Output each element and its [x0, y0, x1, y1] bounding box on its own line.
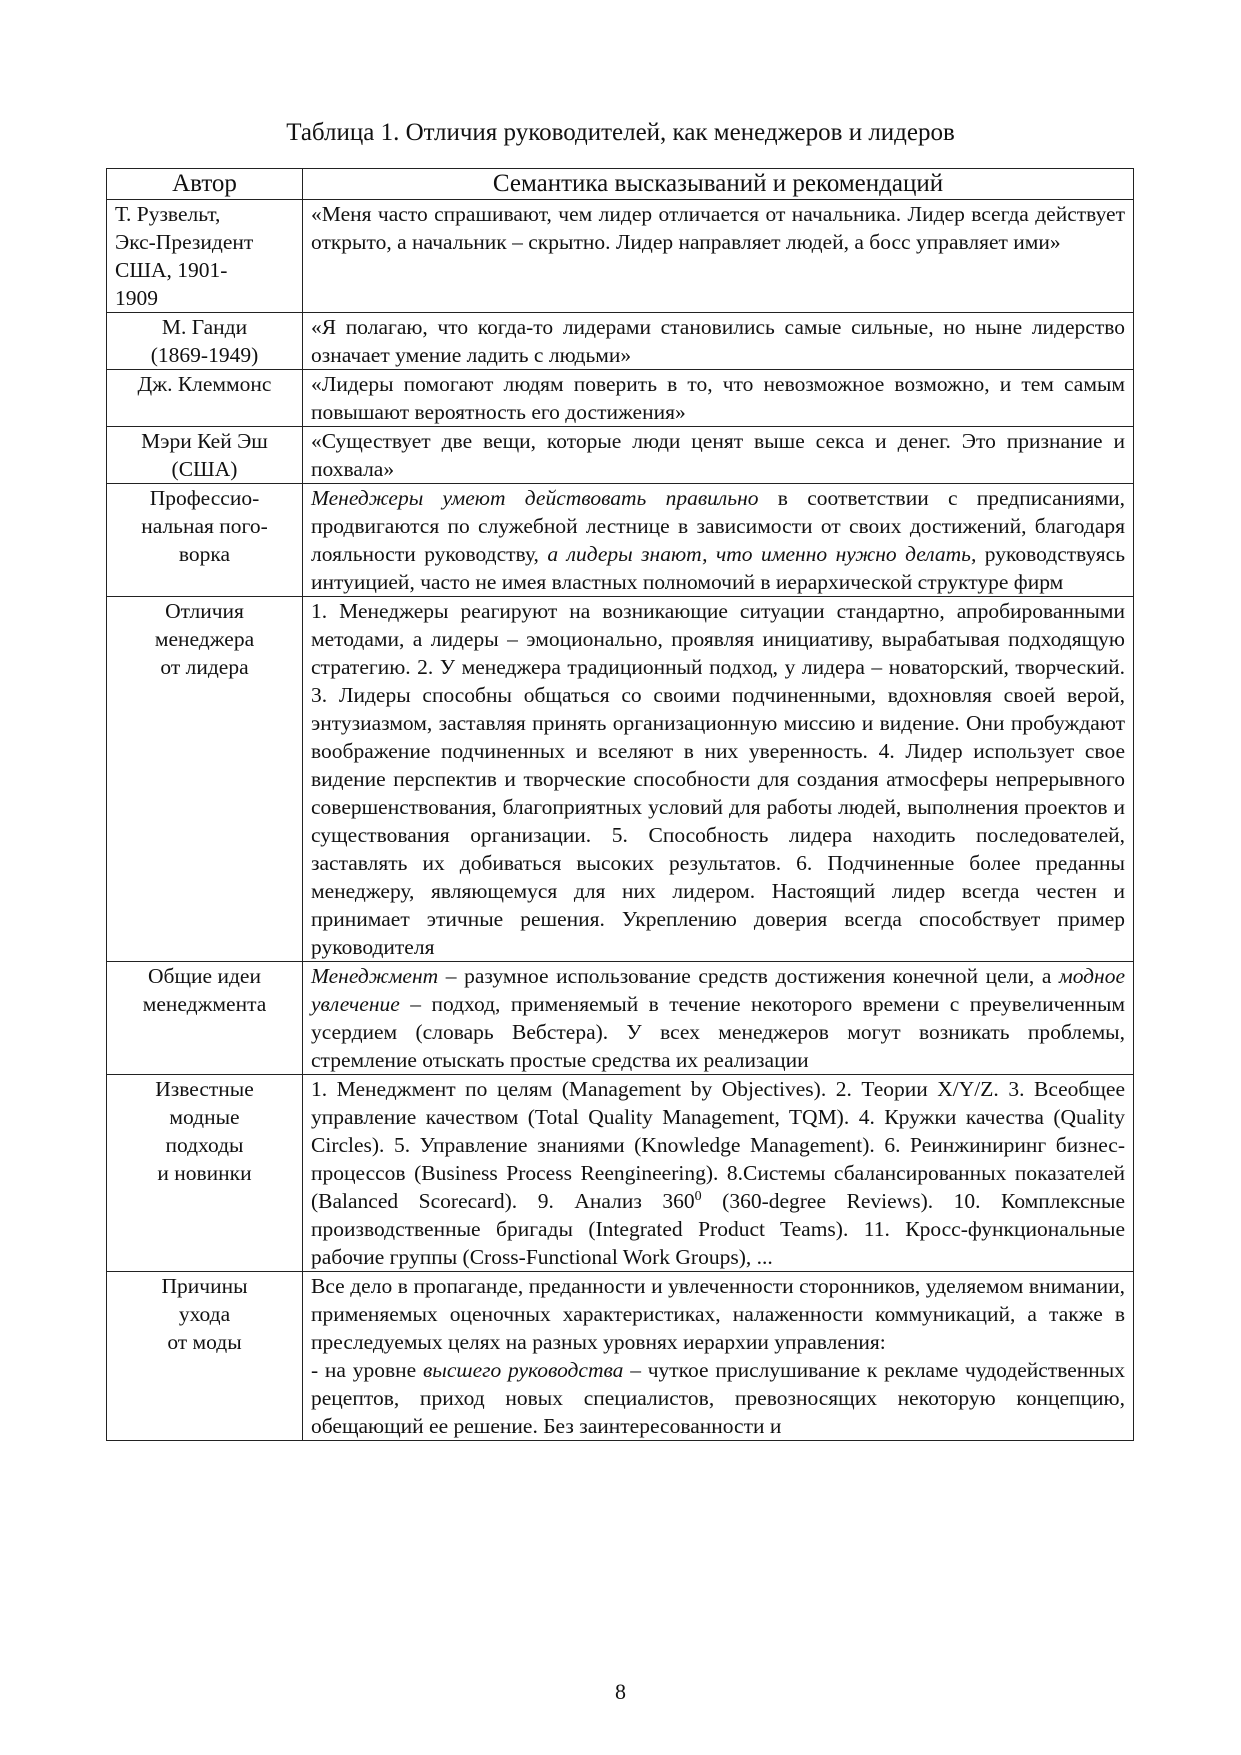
table-row [107, 484, 1134, 597]
page-number: 8 [615, 1679, 626, 1704]
text-run: (360-degree Reviews). 10. Комплексные производственные бригады (Integrated Product Teams). 11. Кросс-функциональные рабочие группы (Cross-Functional Work Groups), ... [311, 1189, 1125, 1269]
semantics-cell: «Меня часто спрашивают, чем лидер отличается от начальника. Лидер всегда действует открыто, а начальник – скрытно. Лидер направляет людей, а босс управляет ими» [303, 200, 1134, 313]
italic-text: Менеджеры умеют действовать правильно [311, 486, 759, 510]
author-line: Т. Рузвельт, [115, 202, 221, 226]
author-cell [107, 427, 303, 484]
author-line: ворка [178, 542, 231, 566]
author-line: Профессио- [149, 486, 260, 510]
semantics-cell [303, 962, 1134, 1075]
table-row [107, 427, 1134, 484]
author-cell [107, 1272, 303, 1441]
text-run: в соответствии с предписаниями, продвигаются по служебной лестнице в зависимости от своих достижений, благодаря лояльности руководству, [311, 486, 1125, 566]
semantics-cell [303, 484, 1134, 597]
author-cell [107, 313, 303, 370]
author-line: 1909 [115, 286, 158, 310]
author-line: и новинки [157, 1161, 252, 1185]
author-cell [107, 200, 303, 313]
author-line: Отличия [165, 599, 244, 623]
author-line: менеджмента [142, 992, 267, 1016]
author-line: (США) [171, 457, 238, 481]
author-line: модные [169, 1105, 240, 1129]
superscript-text: 0 [694, 1188, 702, 1204]
header-semantics: Семантика высказываний и рекомендаций [303, 169, 1134, 200]
author-line: Мэри Кей Эш [141, 429, 268, 453]
text-run: – подход, применяемый в течение некоторого времени с преувеличенным усердием (словарь Вебстера). У всех менеджеров могут возникать проблемы, стремление отыскать простые средства их реализации [311, 992, 1125, 1072]
author-line: ухода [178, 1302, 231, 1326]
italic-text: а лидеры знают, что именно нужно делать, [547, 542, 977, 566]
text-run: - на уровне [311, 1358, 423, 1382]
author-cell [107, 962, 303, 1075]
text-run: руководствуясь интуицией, часто не имея властных полномочий в иерархической структуре фирм [311, 542, 1126, 594]
table-row [107, 370, 1134, 427]
text-run: 1. Менеджмент по целям (Management by Objectives). 2. Теории X/Y/Z. 3. Всеобщее управление качеством (Total Quality Management, TQM). 4. Кружки качества (Quality Circles). 5. Управление знаниями (Knowledge Management). 6. Реинжиниринг бизнес-процессов (Business Process Reengineering). 8.Системы сбалансированных показателей (Balanced Scorecard). 9. Анализ 360 [311, 1077, 1125, 1213]
semantics-cell: «Существует две вещи, которые люди ценят выше секса и денег. Это признание и похвала» [303, 427, 1134, 484]
semantics-cell [303, 1272, 1134, 1441]
semantics-cell: «Я полагаю, что когда-то лидерами становились самые сильные, но ныне лидерство означает умение ладить с людьми» [303, 313, 1134, 370]
table-row [107, 313, 1134, 370]
semantics-cell [303, 1075, 1134, 1272]
author-line: Дж. Клеммонс [137, 372, 272, 396]
author-line: от лидера [160, 655, 249, 679]
author-line: Известные [155, 1077, 254, 1101]
header-author: Автор [107, 169, 303, 200]
table-header-row [107, 169, 1134, 200]
italic-text: модное увлечение [311, 964, 1125, 1016]
author-cell [107, 370, 303, 427]
semantics-cell: «Лидеры помогают людям поверить в то, что невозможное возможно, и тем самым повышают вероятность его достижения» [303, 370, 1134, 427]
author-cell [107, 597, 303, 962]
table-caption: Таблица 1. Отличия руководителей, как менеджеров и лидеров [286, 119, 955, 146]
text-run: – разумное использование средств достижения конечной цели, а [438, 964, 1059, 988]
table-row [107, 1272, 1134, 1441]
table-row [107, 200, 1134, 313]
table-row [107, 1075, 1134, 1272]
author-line: нальная пого- [141, 514, 268, 538]
author-line: Экс-Президент [115, 230, 254, 254]
author-line: США, 1901- [115, 258, 228, 282]
text-run: Все дело в пропаганде, преданности и увлеченности сторонников, уделяемом внимании, применяемых оценочных характеристиках, налаженности коммуникаций, а также в преследуемых целях на разных уровнях иерархии управления: [311, 1274, 1125, 1354]
author-line: от моды [167, 1330, 242, 1354]
author-line: подходы [165, 1133, 244, 1157]
text-run: – чуткое прислушивание к рекламе чудодейственных рецептов, приход новых специалистов, превозносящих некоторую концепцию, обещающий ее решение. Без заинтересованности и [311, 1358, 1125, 1438]
author-cell [107, 1075, 303, 1272]
table-body [107, 200, 1134, 1441]
author-line: Общие идеи [148, 964, 261, 988]
author-line: (1869-1949) [150, 343, 259, 367]
comparison-table [106, 168, 1134, 1441]
table-row [107, 962, 1134, 1075]
italic-text: Менеджмент [311, 964, 439, 988]
author-cell [107, 484, 303, 597]
semantics-cell: 1. Менеджеры реагируют на возникающие ситуации стандартно, апробированными методами, а лидеры – эмоционально, проявляя инициативу, вырабатывая подходящую стратегию. 2. У менеджера традиционный подход, у лидера – новаторский, творческий. 3. Лидеры способны общаться со своими подчиненными, вдохновляя своей верой, энтузиазмом, заставляя принять организационную миссию и видение. Они пробуждают воображение подчиненных и вселяют в них уверенность. 4. Лидер использует свое видение перспектив и творческие способности для создания атмосферы непрерывного совершенствования, благоприятных условий для работы людей, выполнения проектов и существования организации. 5. Способность лидера находить последователей, заставлять их добиваться высоких результатов. 6. Подчиненные более преданны менеджеру, являющемуся для них лидером. Настоящий лидер всегда честен и принимает этичные решения. Укреплению доверия всегда способствует пример руководителя [303, 597, 1134, 962]
italic-text: высшего руководства [422, 1358, 624, 1382]
author-line: М. Ганди [161, 315, 248, 339]
author-line: Причины [161, 1274, 248, 1298]
author-line: менеджера [154, 627, 255, 651]
table-row [107, 597, 1134, 962]
